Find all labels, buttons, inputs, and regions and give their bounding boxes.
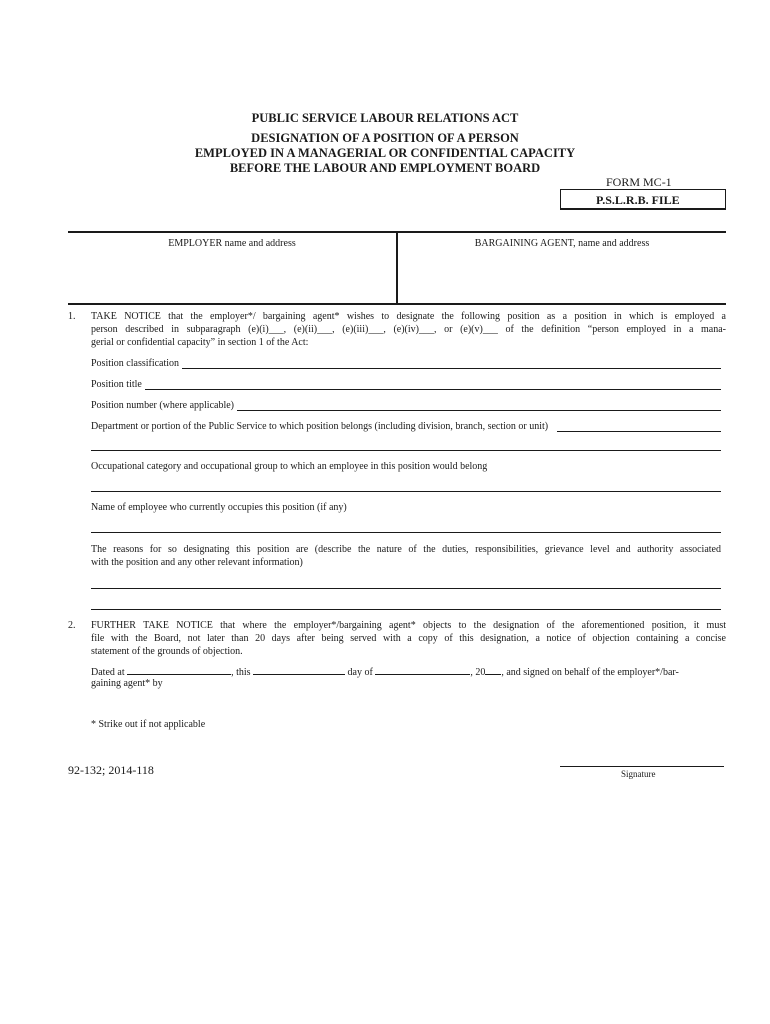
bargaining-agent-field[interactable] <box>398 238 726 249</box>
year-field[interactable] <box>485 664 501 675</box>
section-2-line-3: statement of the grounds of objection. <box>91 646 243 657</box>
employer-field[interactable] <box>68 238 396 249</box>
form-heading-line-3: BEFORE THE LABOUR AND EMPLOYMENT BOARD <box>229 161 541 175</box>
employer-label: EMPLOYER name and address <box>168 238 296 249</box>
department-label: Department or portion of the Public Service to which position belongs (including division, branch, section or unit) <box>91 421 549 432</box>
form-label: FORM MC-1 <box>606 175 672 189</box>
signature-label: Signature <box>621 769 656 779</box>
reasons-field-line-2[interactable] <box>91 609 721 610</box>
reasons-field-line-1[interactable] <box>91 588 721 589</box>
position-number-field[interactable] <box>91 397 721 411</box>
parties-bottom-rule <box>68 303 726 305</box>
employee-name-field[interactable] <box>91 532 721 533</box>
form-number: 92-132; 2014-118 <box>68 763 154 777</box>
dated-at-field[interactable] <box>127 664 231 675</box>
section-1-line-1: TAKE NOTICE that the employer*/ bargaining agent* wishes to designate the following position as a position in which is employed a <box>91 311 726 322</box>
department-field[interactable] <box>91 418 721 432</box>
section-1-line-3: gerial or confidential capacity” in section 1 of the Act: <box>91 337 309 348</box>
reasons-label-line-1: The reasons for so designating this position are (describe the nature of the duties, responsibilities, grievance level and authority associated <box>91 544 721 555</box>
dated-line-2: gaining agent* by <box>91 678 163 689</box>
signed-label: , and signed on behalf of the employer*/bar- <box>501 667 679 678</box>
form-heading-line-2: EMPLOYED IN A MANAGERIAL OR CONFIDENTIAL CAPACITY <box>194 146 576 160</box>
file-label: P.S.L.R.B. FILE <box>596 193 680 207</box>
occupational-field[interactable] <box>91 491 721 492</box>
section-2-number: 2. <box>68 620 76 631</box>
file-number-box[interactable] <box>560 189 726 210</box>
month-field[interactable] <box>375 664 470 675</box>
position-number-label: Position number (where applicable) <box>91 400 235 411</box>
position-title-label: Position title <box>91 379 142 390</box>
occupational-label: Occupational category and occupational group to which an employee in this position would belong <box>91 461 488 472</box>
position-title-field[interactable] <box>91 376 721 390</box>
employee-name-label: Name of employee who currently occupies this position (if any) <box>91 502 347 513</box>
position-classification-field[interactable] <box>91 355 721 369</box>
reasons-label-line-2: with the position and any other relevant information) <box>91 557 303 568</box>
this-label: , this <box>231 667 251 678</box>
department-line-2[interactable] <box>91 450 721 451</box>
signature-field[interactable] <box>560 766 724 767</box>
bargaining-agent-label: BARGAINING AGENT, name and address <box>474 238 650 249</box>
day-field[interactable] <box>253 664 345 675</box>
year-prefix-label: , 20 <box>470 667 486 678</box>
footnote: * Strike out if not applicable <box>91 719 206 730</box>
section-1-number: 1. <box>68 311 76 322</box>
form-heading-line-1: DESIGNATION OF A POSITION OF A PERSON <box>251 131 519 145</box>
act-title: PUBLIC SERVICE LABOUR RELATIONS ACT <box>251 111 519 125</box>
section-2-line-1: FURTHER TAKE NOTICE that where the employer*/bargaining agent* objects to the designation of the aforementioned position, it must <box>91 620 726 631</box>
section-1-line-2: person described in subparagraph (e)(i)___, (e)(ii)___, (e)(iii)___, (e)(iv)___, or (e)(v)___ of the definition “person employed in a mana- <box>91 324 726 335</box>
dated-line <box>91 664 731 679</box>
position-classification-label: Position classification <box>91 358 180 369</box>
section-2-line-2: file with the Board, not later than 20 days after being served with a copy of this designation, a notice of objection containing a concise <box>91 633 726 644</box>
dated-at-label: Dated at <box>91 667 125 678</box>
day-of-label: day of <box>347 667 373 678</box>
